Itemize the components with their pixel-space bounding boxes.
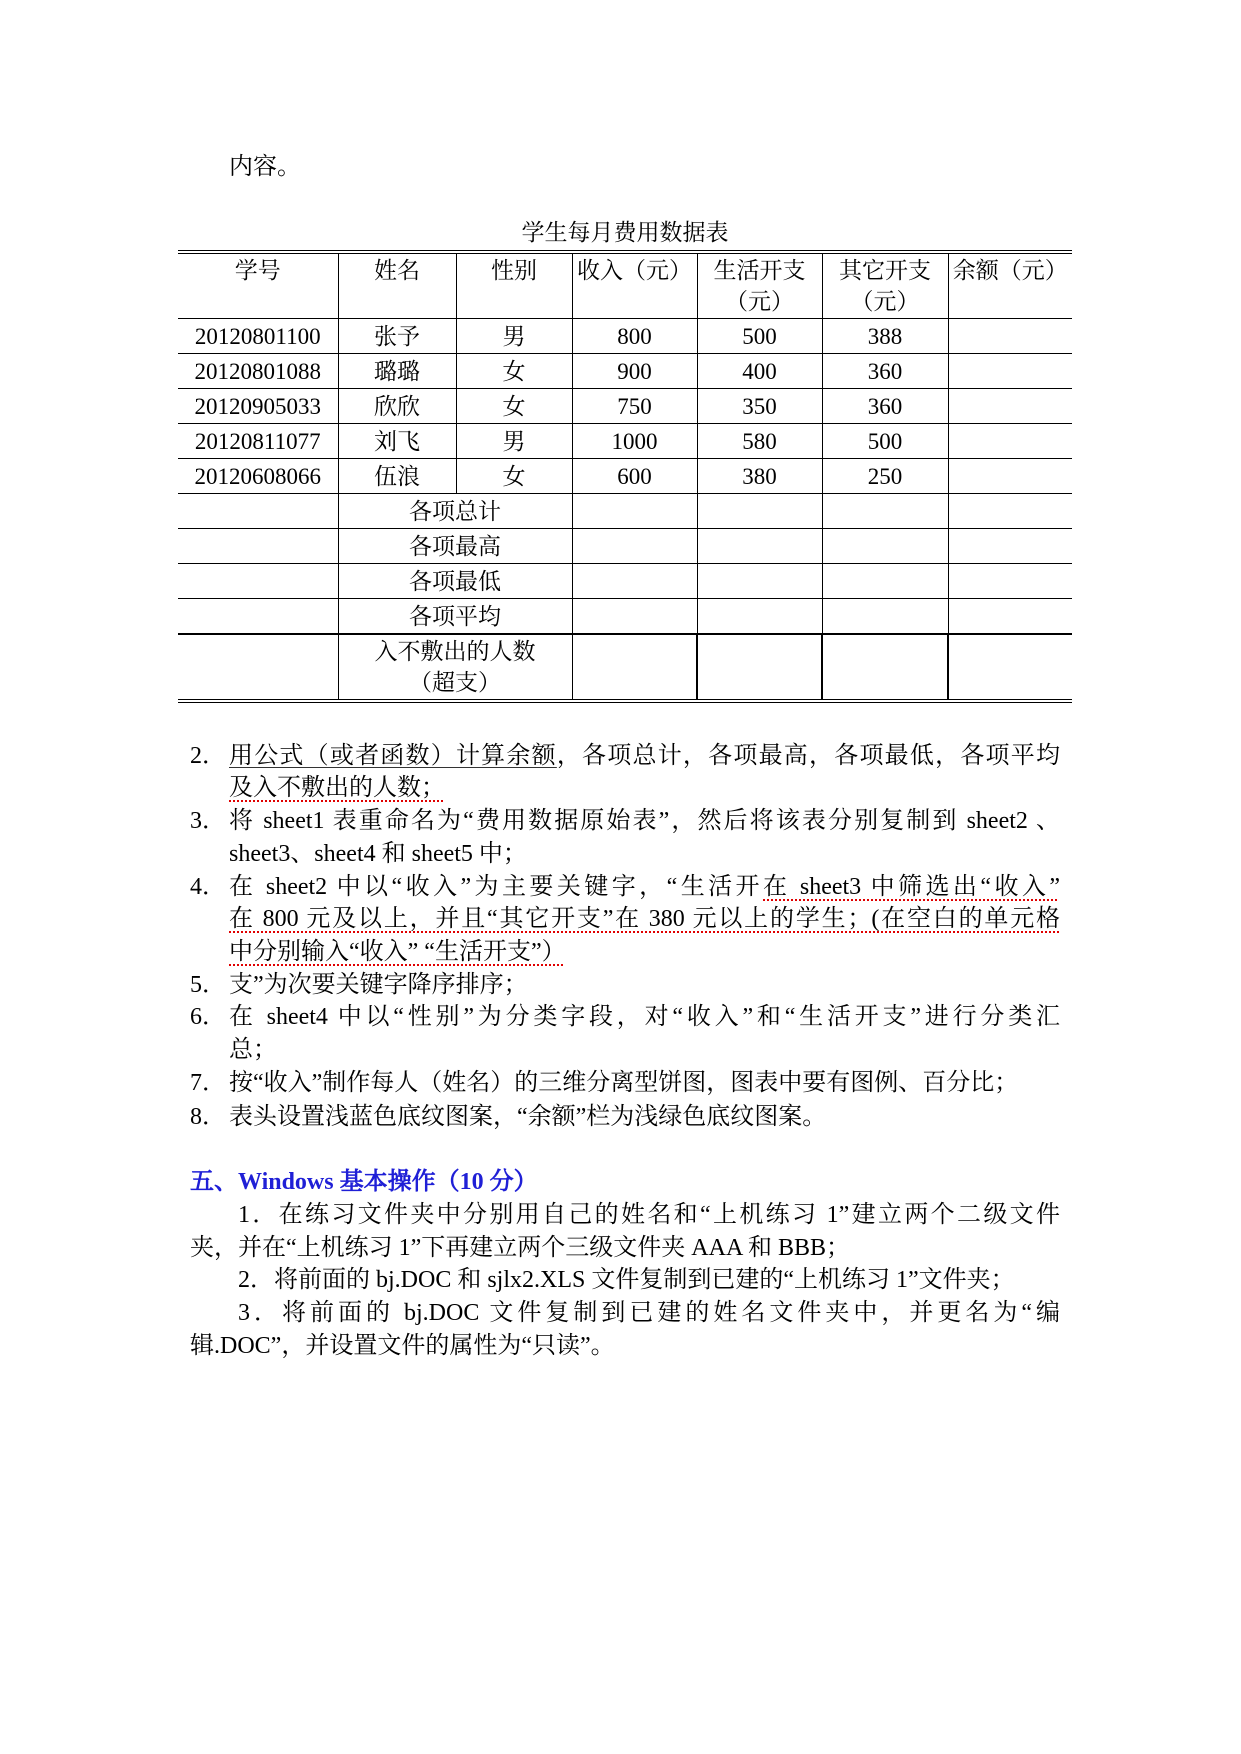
step-3-line-2	[229, 838, 527, 870]
col-header-living-expense	[697, 252, 822, 319]
summary-label-line: 入不敷出的人数	[374, 639, 536, 664]
step-number: 7．	[190, 1070, 226, 1096]
cell-living-expense: 350	[697, 389, 822, 424]
cell-gender: 男	[456, 424, 572, 459]
cell-name: 张予	[338, 319, 456, 354]
summary-balance-cell	[948, 494, 1072, 529]
step-number: 8．	[190, 1104, 226, 1130]
summary-other-expense-cell	[822, 599, 948, 635]
cell-income: 600	[572, 459, 697, 494]
step-3-line-1	[229, 805, 1060, 837]
cell-name: 璐璐	[338, 354, 456, 389]
summary-blank-cell	[178, 634, 338, 701]
step-text: 支”为次要关键字降序排序；	[229, 972, 528, 998]
col-header-gender: 性别	[456, 252, 572, 319]
step-text: 表头设置浅蓝色底纹图案，“余额”栏为浅绿色底纹图案。	[229, 1104, 827, 1130]
table-caption: 学生每月费用数据表	[521, 220, 729, 245]
table-row	[178, 319, 1072, 354]
cell-income: 900	[572, 354, 697, 389]
summary-label-line: （超支）	[409, 670, 501, 695]
step-4-line-1	[229, 871, 1060, 903]
cell-name: 欣欣	[338, 389, 456, 424]
header-line: 其它开支	[839, 258, 931, 283]
summary-label: 各项总计	[338, 494, 572, 529]
step-text: 将前面的 bj.DOC 和 sjlx2.XLS 文件复制到已建的“上机练习 1”文件夹；	[274, 1267, 1015, 1293]
cell-income: 800	[572, 319, 697, 354]
col-header-student-id: 学号	[178, 252, 338, 319]
cell-living-expense: 400	[697, 354, 822, 389]
windows-step-1-line-1	[190, 1199, 1060, 1231]
summary-row-overspent	[178, 634, 1072, 701]
step-text: ，各项总计，各项最高，各项最低，各项平均	[556, 743, 1060, 769]
cell-student-id: 20120801088	[178, 354, 338, 389]
cell-income: 750	[572, 389, 697, 424]
cell-student-id: 20120608066	[178, 459, 338, 494]
intro-text: 内容。	[229, 154, 301, 180]
step-text: 中分别输入“收入” “生活开支”）	[229, 939, 566, 965]
summary-label: 各项平均	[338, 599, 572, 635]
cell-balance	[948, 459, 1072, 494]
summary-row-max	[178, 529, 1072, 564]
table-row	[178, 354, 1072, 389]
cell-student-id: 20120811077	[178, 424, 338, 459]
col-header-income: 收入（元）	[572, 252, 697, 319]
col-header-balance: 余额（元）	[948, 252, 1072, 319]
step-2-line-2	[229, 772, 445, 804]
step-number: 2．	[238, 1267, 274, 1293]
table-body	[178, 252, 1072, 701]
col-header-other-expense	[822, 252, 948, 319]
cell-balance	[948, 319, 1072, 354]
step-text: sheet3、sheet4 和 sheet5 中；	[229, 841, 527, 867]
cell-other-expense: 360	[822, 354, 948, 389]
summary-living-expense-cell	[697, 529, 822, 564]
header-line: （元）	[725, 289, 794, 314]
step-number: 2．	[190, 743, 226, 769]
cell-student-id: 20120905033	[178, 389, 338, 424]
cell-name: 伍浪	[338, 459, 456, 494]
step-number: 3．	[190, 808, 226, 834]
cell-gender: 女	[456, 389, 572, 424]
step-number: 5．	[190, 972, 226, 998]
cell-balance	[948, 424, 1072, 459]
summary-income-cell	[572, 564, 697, 599]
cell-income: 1000	[572, 424, 697, 459]
summary-balance-cell	[948, 564, 1072, 599]
summary-income-cell	[572, 529, 697, 564]
step-text: 在 800 元及以上，并且“其它开支”在 380 元以上的学生；(在空白的单元格	[229, 906, 1060, 932]
step-6-line-2	[229, 1034, 277, 1066]
cell-living-expense: 500	[697, 319, 822, 354]
step-text: 将前面的 bj.DOC 文件复制到已建的姓名文件夹中，并更名为“编	[282, 1300, 1060, 1326]
step-text: 在 sheet3 中筛选出“收入”	[763, 874, 1060, 900]
summary-blank-cell	[178, 494, 338, 529]
step-text: 夹，并在“上机练习 1”下再建立两个三级文件夹 AAA 和 BBB；	[190, 1235, 850, 1261]
summary-income-cell	[572, 599, 697, 635]
step-text: 在 sheet4 中以“性别”为分类字段，对“收入”和“生活开支”进行分类汇	[229, 1004, 1060, 1030]
header-line: （元）	[850, 289, 920, 314]
step-text: 将 sheet1 表重命名为“费用数据原始表”，然后将该表分别复制到 sheet2 、	[229, 808, 1060, 834]
windows-step-3-line-1	[190, 1297, 1060, 1329]
summary-label: 各项最低	[338, 564, 572, 599]
step-text: 及入不敷出的人数；	[229, 775, 445, 801]
step-7-line-1	[229, 1067, 1018, 1099]
step-number: 1．	[238, 1202, 279, 1228]
step-5-line-1	[229, 969, 528, 1001]
summary-balance-cell	[948, 634, 1072, 701]
summary-living-expense-cell	[697, 494, 822, 529]
summary-living-expense-cell	[697, 564, 822, 599]
step-number: 3．	[238, 1300, 282, 1326]
cell-gender: 女	[456, 459, 572, 494]
step-number: 4．	[190, 874, 226, 900]
summary-living-expense-cell	[697, 599, 822, 635]
cell-other-expense: 250	[822, 459, 948, 494]
summary-blank-cell	[178, 599, 338, 635]
step-text: 用公式（或者函数）计算余额	[229, 743, 557, 769]
cell-living-expense: 580	[697, 424, 822, 459]
table-header-row	[178, 252, 1072, 319]
step-8-line-1	[229, 1101, 826, 1133]
step-text: 辑.DOC”，并设置文件的属性为“只读”。	[190, 1333, 615, 1359]
summary-blank-cell	[178, 564, 338, 599]
summary-row-average	[178, 599, 1072, 635]
step-text: 按“收入”制作每人（姓名）的三维分离型饼图，图表中要有图例、百分比；	[229, 1070, 1019, 1096]
table-row	[178, 459, 1072, 494]
step-number: 6．	[190, 1004, 226, 1030]
summary-other-expense-cell	[822, 494, 948, 529]
summary-balance-cell	[948, 599, 1072, 635]
step-text: 总；	[229, 1037, 277, 1063]
summary-blank-cell	[178, 529, 338, 564]
table-row	[178, 389, 1072, 424]
cell-other-expense: 388	[822, 319, 948, 354]
step-4-line-3	[229, 936, 566, 968]
step-text: 在 sheet2 中以“收入”为主要关键字，“生活开	[229, 874, 763, 900]
cell-other-expense: 500	[822, 424, 948, 459]
section-heading: 五、Windows 基本操作（10 分）	[190, 1169, 538, 1195]
header-line: 生活开支	[713, 258, 806, 283]
summary-other-expense-cell	[822, 634, 948, 701]
step-2-line-1	[229, 740, 1060, 772]
summary-row-total	[178, 494, 1072, 529]
table-row	[178, 424, 1072, 459]
summary-income-cell	[572, 634, 697, 701]
cell-name: 刘飞	[338, 424, 456, 459]
summary-other-expense-cell	[822, 564, 948, 599]
summary-income-cell	[572, 494, 697, 529]
windows-step-3-line-2	[190, 1330, 615, 1362]
cell-balance	[948, 354, 1072, 389]
cell-gender: 女	[456, 354, 572, 389]
cell-other-expense: 360	[822, 389, 948, 424]
step-text: 在练习文件夹中分别用自己的姓名和“上机练习 1”建立两个二级文件	[278, 1202, 1060, 1228]
col-header-name: 姓名	[338, 252, 456, 319]
cell-balance	[948, 389, 1072, 424]
summary-label: 各项最高	[338, 529, 572, 564]
windows-step-1-line-2	[190, 1232, 850, 1264]
summary-balance-cell	[948, 529, 1072, 564]
step-6-line-1	[229, 1001, 1060, 1033]
step-4-line-2	[229, 903, 1060, 935]
summary-label	[338, 634, 572, 701]
expense-table	[178, 250, 1072, 703]
summary-living-expense-cell	[697, 634, 822, 701]
cell-gender: 男	[456, 319, 572, 354]
cell-living-expense: 380	[697, 459, 822, 494]
windows-step-2-line-1	[190, 1264, 1015, 1296]
cell-student-id: 20120801100	[178, 319, 338, 354]
summary-other-expense-cell	[822, 529, 948, 564]
summary-row-min	[178, 564, 1072, 599]
